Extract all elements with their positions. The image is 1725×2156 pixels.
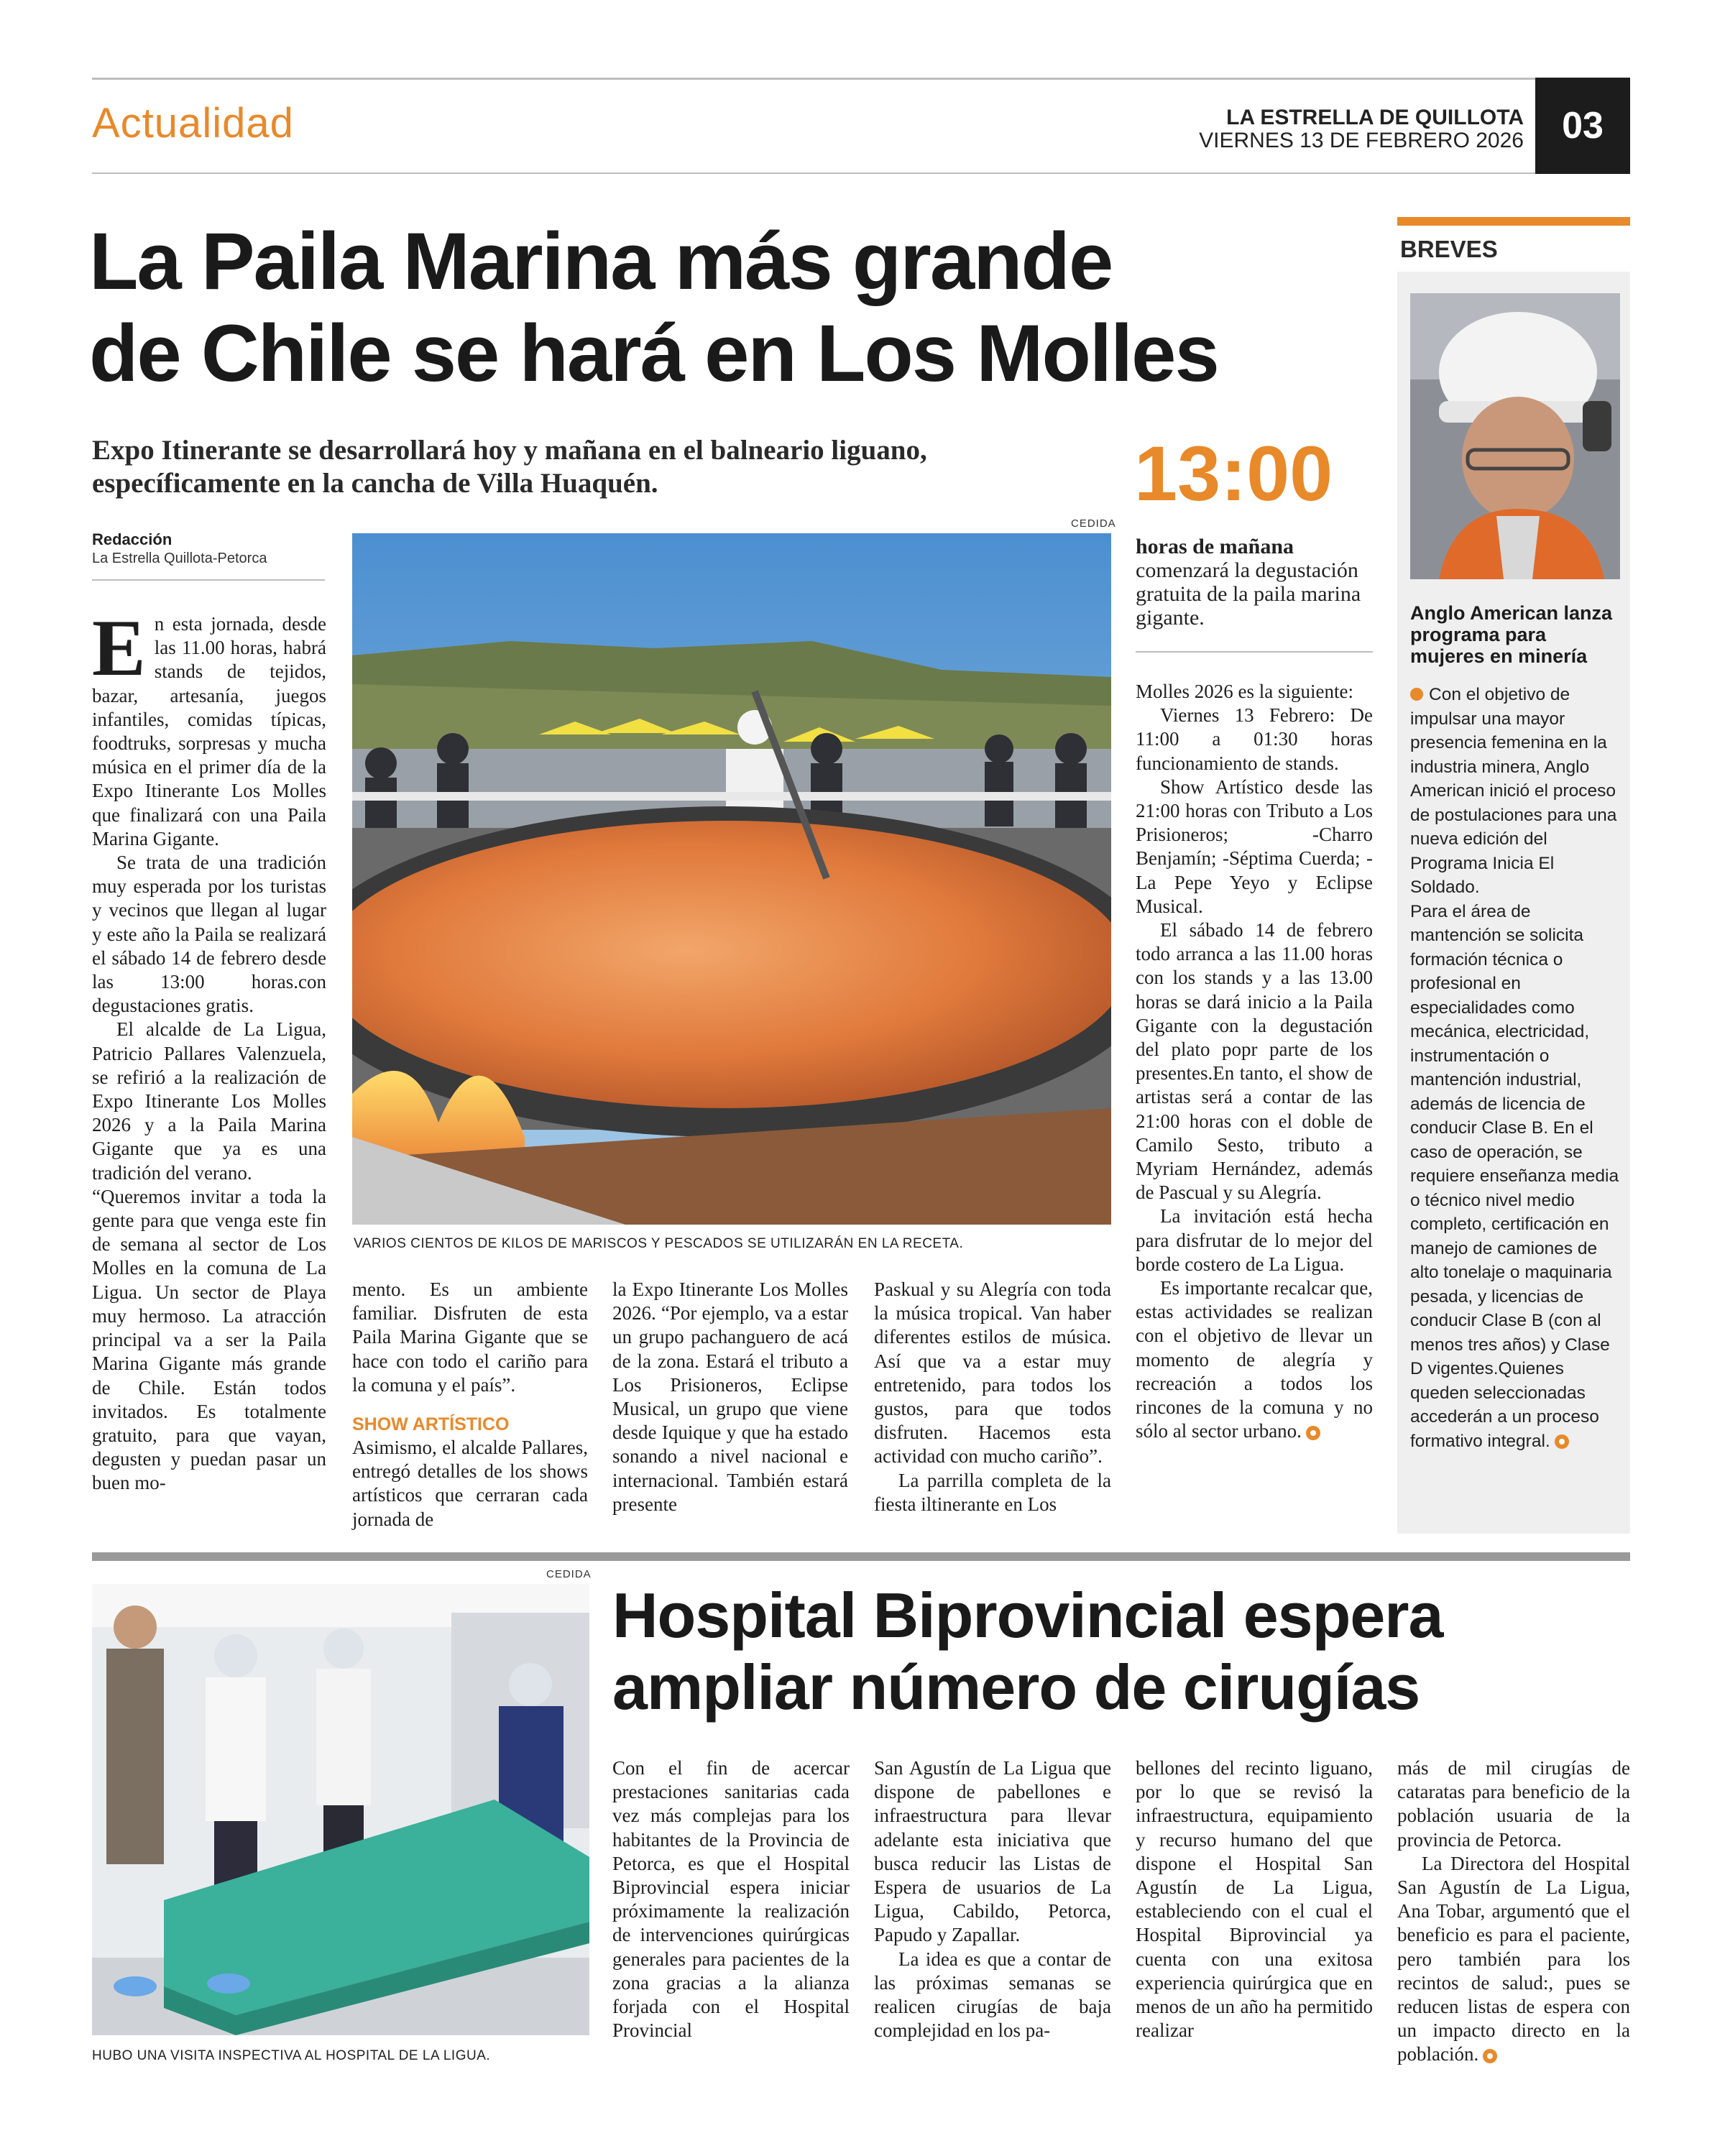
breves-p1: [1410, 683, 1620, 900]
breves-p1-text: Con el objetivo de impulsar una mayor presencia femenina en la industria minera, Anglo American inició el proceso de postulaciones para una nueva edición del Programa Inicia El Soldado.: [1410, 685, 1617, 897]
breves-headline: Anglo American lanza programa para mujeres en minería: [1410, 602, 1613, 667]
main-headline-line2: de Chile se hará en Los Molles: [89, 308, 1218, 398]
main-col-5-p5: La invitación está hecha para disfrutar de lo mejor del borde costero de La Ligua.: [1136, 1205, 1373, 1275]
main-col-1-p3: El alcalde de La Ligua, Patricio Pallares Valenzuela, se refirió a la realización de Expo Itinerante Los Molles 2026 y a la Paila Marina Gigante que ya es una tradición del verano.: [92, 1018, 326, 1184]
hospital-col-4-p1: más de mil cirugías de cataratas para beneficio de la población usuaria de la provincia de Petorca.: [1397, 1757, 1630, 1851]
main-photo-caption: VARIOS CIENTOS DE KILOS DE MARISCOS Y PESCADOS SE UTILIZARÁN EN LA RECETA.: [354, 1236, 964, 1251]
breves-label: BREVES: [1397, 226, 1630, 272]
main-col-4: [874, 1278, 1111, 1516]
deck-line2: específicamente en la cancha de Villa Huaquén.: [92, 468, 658, 499]
main-col-5-p6-text: Es importante recalcar que, estas actividades se realizan con el objetivo de llevar un momento de alegría y recreación a todos los rincones de la comuna y no sólo al sector urbano.: [1136, 1277, 1373, 1442]
main-headline-line1: La Paila Marina más grande: [89, 216, 1113, 306]
issue-date: VIERNES 13 DE FEBRERO 2026: [1199, 129, 1524, 152]
breves-p2-text: Para el área de mantención se solicita formación técnica o profesional en especialidades como mecánica, electricidad, instrumentación o mantención industrial, además de licencia de conducir Clase B. En el caso de operación, se requiere enseñanza media o técnico nivel medio completo, certificación en manejo de camiones de alto tonelaje o maquinaria pesada, y licencias de conducir Clase B (con al menos tres años) y Clase D vigentes.Quienes queden seleccionadas accederán a un proceso formativo integral.: [1410, 901, 1619, 1451]
main-col-2-p1: mento. Es un ambiente familiar. Disfruten de esta Paila Marina Gigante que se hace con todo el cariño para la comuna y el país”.: [352, 1279, 588, 1396]
section-label: Actualidad: [92, 100, 294, 147]
main-deck: [92, 434, 1141, 500]
dropcap: E: [92, 604, 146, 693]
main-col-2-p2: Asimismo, el alcalde Pallares, entregó detalles de los shows artísticos que cerraran cada jornada de: [352, 1437, 588, 1530]
stat-description: [1136, 535, 1373, 630]
hospital-photo: [92, 1584, 589, 2035]
breves-end-mark-icon: [1555, 1434, 1569, 1449]
hospital-col-2: [874, 1756, 1111, 2042]
hospital-col-2-p2: La idea es que a contar de las próximas semanas se realicen cirugías de baja complejidad en los pa-: [874, 1948, 1111, 2042]
deck-line1: Expo Itinerante se desarrollará hoy y mañana en el balneario liguano,: [92, 435, 927, 466]
hospital-photo-credit: CEDIDA: [546, 1568, 592, 1580]
header-bottom-rule: [92, 172, 1535, 174]
breves-accent-bar: [1397, 217, 1630, 226]
main-col-4-p2: La parrilla completa de la fiesta iltinerante en Los: [874, 1469, 1111, 1515]
hospital-col-4-p2-text: La Directora del Hospital San Agustín de La Ligua, Ana Tobar, argumentó que el beneficio es para el paciente, pero también para los recintos de salud:, pues se reducen listas de espera con un impacto directo en la población.: [1397, 1852, 1630, 2065]
hospital-headline-line1: Hospital Biprovincial espera: [612, 1580, 1443, 1651]
hospital-end-mark-icon: [1483, 2049, 1497, 2063]
main-col-5-p4: El sábado 14 de febrero todo arranca a las 11.00 horas con los stands y a las 13.00 horas se dará inicio a la Paila Gigante con la degustación del plato popr parte de los presentes.En tanto, el show de artistas será a contar de las 21:00 horas con el doble de Camilo Sesto, tributo a Myriam Hernández, además de Pascual y su Alegría.: [1136, 919, 1373, 1204]
main-headline: [89, 216, 1218, 400]
main-col-5: [1136, 680, 1373, 1444]
stat-value: 13:00: [1134, 430, 1333, 517]
hospital-photo-caption: HUBO UNA VISITA INSPECTIVA AL HOSPITAL DE LA LIGUA.: [92, 2048, 491, 2063]
hospital-col-1: [612, 1756, 850, 2042]
main-col-4-p1: Paskual y su Alegría con toda la música tropical. Van haber diferentes estilos de música. Así que va a estar muy entretenido, para todos los gustos, para que todos disfruten. Hacemos esta actividad con mucho cariño”.: [874, 1279, 1111, 1468]
mining-worker-photo: [1410, 293, 1620, 579]
main-col-3-p1: la Expo Itinerante Los Molles 2026. “Por ejemplo, va a estar un grupo pachanguero de acá de la zona. Estará el tributo a Los Prisioneros, Eclipse Musical, un grupo que viene desde Iquique y que ha estado sonando a nivel nacional e internacional. También estará presente: [612, 1279, 848, 1515]
top-rule: [92, 78, 1630, 80]
main-col-5-p1: Molles 2026 es la siguiente:: [1136, 681, 1353, 702]
stat-bold: horas de mañana: [1136, 535, 1294, 558]
stat-text: comenzará la degustación gratuita de la paila marina gigante.: [1136, 558, 1361, 630]
newspaper-name: LA ESTRELLA DE QUILLOTA: [1226, 106, 1524, 129]
main-col-1-p2: Se trata de una tradición muy esperada por los turistas y vecinos que llegan al lugar y este año la Paila se realizará el sábado 14 de febrero desde las 13:00 horas.con degustaciones gratis.: [92, 852, 326, 1017]
main-photo-credit: CEDIDA: [1071, 517, 1116, 530]
hospital-col-4-p2: [1397, 1852, 1630, 2067]
main-col-1: [92, 604, 326, 1496]
byline-rule: [92, 579, 325, 581]
end-mark-icon: [1306, 1426, 1320, 1440]
hospital-col-3: [1136, 1756, 1373, 2042]
section-separator: [92, 1552, 1630, 1561]
hospital-headline-line2: ampliar número de cirugías: [612, 1651, 1420, 1723]
main-col-1-p4: “Queremos invitar a toda la gente para que venga este fin de semana al sector de Los Molles en la comuna de La Ligua. Un sector de Playa muy hermoso. La atracción principal va a ser la Paila Marina Gigante más grande de Chile. Están todos invitados. Es totalmente gratuito, para que vayan, degusten y puedan pasar un buen mo-: [92, 1185, 326, 1494]
hospital-col-3-p1: bellones del recinto liguano, por lo que se revisó la infraestructura, equipamiento y recurso humano del que dispone el Hospital San Agustín de La Ligua, estableciendo con el cual el Hospital Biprovincial ya cuenta con una exitosa experiencia quirúrgica que en menos de un año ha permitido realizar: [1136, 1757, 1373, 2042]
main-col-5-p6: [1136, 1276, 1373, 1443]
stat-rule: [1136, 651, 1373, 653]
main-col-2: [352, 1278, 588, 1531]
main-col-1-p1: [92, 604, 326, 851]
bullet-icon: [1410, 688, 1423, 701]
byline-outlet: La Estrella Quillota-Petorca: [92, 550, 267, 566]
hospital-col-1-p1: Con el fin de acercar prestaciones sanitarias cada vez más complejas para los habitantes de la Provincia de Petorca, es que el Hospital Biprovincial espera iniciar próximamente la realización de intervenciones quirúrgicas generales para pacientes de la zona gracias a la alianza forjada con el Hospital Provincial: [612, 1757, 850, 2042]
hospital-col-4: [1397, 1756, 1630, 2067]
main-col-5-p3: Show Artístico desde las 21:00 horas con Tributo a Los Prisioneros; -Charro Benjamín; -Séptima Cuerda; -La Pepe Yeyo y Eclipse Musical.: [1136, 775, 1373, 917]
main-col-1-p1-text: n esta jornada, desde las 11.00 horas, habrá stands de tejidos, bazar, artesanía, juegos infantiles, comidas típicas, foodtruks, sorpresas y mucha música en el primer día de la Expo Itinerante Los Molles que finalizará con una Paila Marina Gigante.: [92, 613, 326, 849]
breves-p2: [1410, 900, 1620, 1454]
breves-body: [1410, 683, 1620, 1453]
hospital-col-2-p1: San Agustín de La Ligua que dispone de pabellones e infraestructura para llevar adelante esta iniciativa que busca reducir las Listas de Espera de usuarios de La Ligua, Cabildo, Petorca, Papudo y Zapallar.: [874, 1757, 1111, 1946]
byline-author: Redacción: [92, 530, 172, 548]
main-col-3: [612, 1278, 848, 1516]
hospital-headline: [612, 1580, 1443, 1723]
page-number: 03: [1535, 78, 1630, 174]
paila-photo: [352, 533, 1111, 1225]
subhead-show-artistico: SHOW ARTÍSTICO: [352, 1414, 510, 1435]
main-col-5-p2: Viernes 13 Febrero: De 11:00 a 01:30 horas funcionamiento de stands.: [1136, 704, 1373, 774]
